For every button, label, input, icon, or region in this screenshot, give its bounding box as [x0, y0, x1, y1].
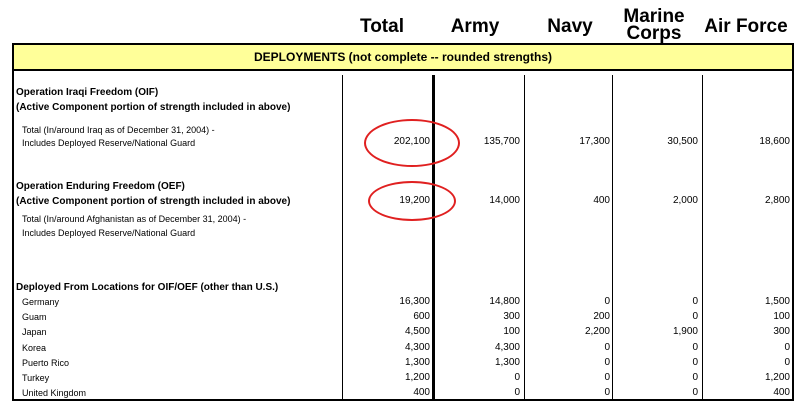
location-air-force-value: 100: [773, 311, 790, 323]
oif-title: Operation Iraqi Freedom (OIF): [16, 87, 159, 98]
location-navy-value: 0: [604, 341, 610, 353]
oef-total: 19,200: [399, 195, 430, 206]
oef-army: 14,000: [489, 195, 520, 206]
location-navy-value: 0: [604, 356, 610, 368]
col-header-air-force: Air Force: [704, 16, 788, 37]
col-header-navy: Navy: [547, 16, 593, 37]
oef-desc-line2: Includes Deployed Reserve/National Guard: [22, 228, 196, 238]
col-header-army: Army: [450, 16, 500, 37]
oif-army: 135,700: [483, 136, 520, 147]
location-name: Japan: [22, 327, 47, 338]
location-marine-corps-value: 0: [692, 311, 698, 323]
col-divider: [342, 75, 343, 399]
oef-navy: 400: [593, 195, 610, 206]
location-total-value: 600: [413, 311, 430, 323]
location-air-force-value: 300: [773, 326, 790, 338]
location-air-force-value: 0: [784, 341, 790, 353]
location-navy-value: 0: [604, 372, 610, 383]
location-army-value: 14,800: [489, 296, 520, 307]
location-navy-value: 2,200: [584, 326, 610, 338]
col-header-marine-corps: Marine Corps: [623, 6, 685, 44]
location-air-force-value: 400: [773, 387, 790, 399]
oif-desc-line2: Includes Deployed Reserve/National Guard: [22, 138, 196, 148]
location-marine-corps-value: 0: [692, 387, 698, 399]
location-marine-corps-value: 0: [692, 341, 698, 353]
oef-desc-line1: Total (In/around Afghanistan as of December 31, 2004) -: [22, 214, 247, 224]
oif-navy: 17,300: [579, 136, 610, 147]
location-total-value: 4,500: [404, 326, 430, 338]
location-navy-value: 200: [593, 311, 610, 323]
location-air-force-value: 1,200: [764, 372, 790, 383]
location-marine-corps-value: 0: [692, 296, 698, 307]
location-name: Germany: [22, 297, 60, 307]
location-name: United Kingdom: [22, 388, 87, 399]
location-total-value: 4,300: [404, 341, 430, 353]
location-army-value: 4,300: [494, 341, 520, 353]
deployments-table: [12, 43, 794, 401]
location-army-value: 1,300: [494, 356, 520, 368]
locations-title: Deployed From Locations for OIF/OEF (other than U.S.): [16, 282, 279, 293]
location-army-value: 100: [503, 326, 520, 338]
oef-subtitle: (Active Component portion of strength included in above): [16, 196, 291, 207]
col-header-total: Total: [360, 16, 404, 37]
oif-marine-corps: 30,500: [667, 136, 698, 147]
location-total-value: 1,300: [404, 356, 430, 368]
oef-total-highlight: [368, 181, 456, 221]
location-marine-corps-value: 0: [692, 372, 698, 383]
col-divider: [702, 75, 703, 399]
deployments-banner: DEPLOYMENTS (not complete -- rounded strengths): [14, 45, 792, 71]
location-marine-corps-value: 1,900: [672, 326, 698, 338]
location-marine-corps-value: 0: [692, 356, 698, 368]
oif-total: 202,100: [393, 136, 430, 147]
oef-title: Operation Enduring Freedom (OEF): [16, 181, 185, 192]
oif-desc-line1: Total (In/around Iraq as of December 31, 2004) -: [22, 125, 215, 135]
location-army-value: 0: [514, 372, 520, 383]
location-name: Korea: [22, 342, 47, 353]
location-air-force-value: 0: [784, 356, 790, 368]
location-total-value: 1,200: [404, 372, 430, 383]
location-army-value: 0: [514, 387, 520, 399]
oef-marine-corps: 2,000: [672, 195, 698, 206]
oif-subtitle: (Active Component portion of strength included in above): [16, 102, 291, 113]
location-total-value: 16,300: [399, 296, 430, 307]
location-air-force-value: 1,500: [764, 296, 790, 307]
location-name: Puerto Rico: [22, 357, 70, 368]
location-navy-value: 0: [604, 387, 610, 399]
oif-total-highlight: [364, 119, 460, 167]
location-army-value: 300: [503, 311, 520, 323]
location-navy-value: 0: [604, 296, 610, 307]
location-name: Guam: [22, 312, 47, 323]
location-total-value: 400: [413, 387, 430, 399]
oif-air-force: 18,600: [759, 136, 790, 147]
oef-air-force: 2,800: [764, 195, 790, 206]
location-name: Turkey: [22, 373, 50, 383]
